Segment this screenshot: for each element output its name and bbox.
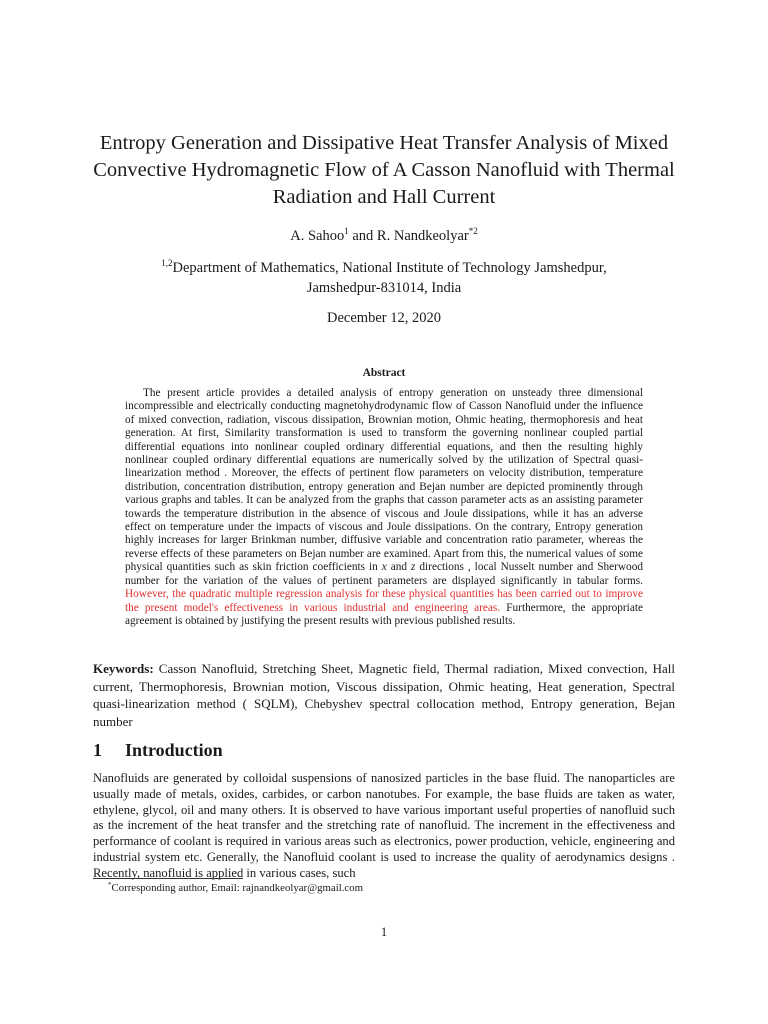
keywords bbox=[93, 660, 675, 730]
author-superscript: *2 bbox=[468, 226, 478, 236]
author-conjunction: and bbox=[352, 228, 374, 244]
affiliation-line-1 bbox=[100, 253, 668, 278]
page-number: 1 bbox=[380, 925, 388, 939]
section-title: Introduction bbox=[125, 740, 223, 760]
abstract-text: and bbox=[390, 561, 408, 574]
keywords-label: Keywords: bbox=[93, 661, 154, 676]
footnote-divider bbox=[93, 878, 243, 879]
author-name: A. Sahoo bbox=[290, 228, 345, 244]
section-heading bbox=[93, 740, 223, 761]
abstract-body bbox=[125, 387, 643, 628]
author-line bbox=[0, 226, 768, 245]
affiliation bbox=[100, 253, 668, 298]
math-variable: z bbox=[411, 561, 416, 574]
author-superscript: 1 bbox=[344, 226, 349, 236]
abstract-text: The present article provides a detailed analysis of entropy generation on unsteady three dimensional incompressible and electrically conducting magnetohydrodynamic flow of Casson Nanofluid under the influence of mixed convection, radiation, viscous dissipation, Brownian motion, Ohmic heating, thermophoresis and heat generation. At first, Similarity transformation is used to transform the governing nonlinear coupled partial differential equations into nonlinear coupled ordinary differential equations, and then the resulting highly nonlinear coupled ordinary differential equations are numerically solved by the utilization of Spectral quasi-linearization method . Moreover, the effects of pertinent flow parameters on velocity distribution, temperature distribution, concentration distribution, entropy generation and Bejan number are depicted prominently through various graphs and tables. It can be analyzed from the graphs that casson parameter acts as an assisting parameter towards the temperature distribution in the absence of viscous and Joule dissipations, while it has an adverse effect on temperature under the impacts of viscous and Joule dissipations. On the contrary, Entropy generation highly increases for larger Brinkman number, diffusive variable and concentration ratio parameter, whereas the reverse effects of these parameters on Bejan number are examined. Apart from this, the numerical values of some physical quantities such as skin friction coefficients in bbox=[125, 387, 643, 574]
paper-date: December 12, 2020 bbox=[327, 310, 441, 326]
paper-title: Entropy Generation and Dissipative Heat Transfer Analysis of Mixed Convective Hydromagnetic Flow of A Casson Nanofluid with Thermal Radiation and Hall Current bbox=[93, 132, 675, 208]
footnote bbox=[108, 881, 363, 894]
abstract-text: Furthermore, the appropriate agreement is obtained by justifying the present results with previous published results. bbox=[125, 601, 643, 627]
affiliation-superscript: 1,2 bbox=[161, 258, 173, 268]
abstract-heading: Abstract bbox=[362, 367, 406, 379]
affiliation-line-2: Jamshedpur-831014, India bbox=[306, 280, 462, 296]
highlighted-revision-text: However, the quadratic multiple regression analysis for these physical quantities has been carried out to improve the present model's effectiveness in various industrial and engineering areas. bbox=[125, 588, 643, 614]
footnote-text: Corresponding author, Email: rajnandkeolyar@gmail.com bbox=[111, 882, 363, 894]
author-name: R. Nandkeolyar bbox=[376, 228, 469, 244]
introduction-paragraph: Nanofluids are generated by colloidal suspensions of nanosized particles in the base fluid. The nanoparticles are usually made of metals, oxides, carbides, or carbon nanotubes. For example, the base fluids are taken as water, ethylene, glycol, oil and many others. It is observed to have various important useful properties of nanofluid such as the increment of the heat transfer and the stretching rate of nanofluid. The increment in the effectiveness and performance of coolant is required in various areas such as electronics, power production, vehicle, engineering and industrial system etc. Generally, the Nanofluid coolant is used to increase the quality of aerodynamics designs . Recently, nanofluid is applied in various cases, such bbox=[93, 771, 675, 880]
abstract-text: directions , local Nusselt number and Sherwood number for the variation of the values of pertinent parameters are displayed significantly in tabular forms. bbox=[125, 561, 644, 587]
section-number: 1 bbox=[93, 740, 102, 760]
math-variable: x bbox=[381, 561, 387, 574]
footnote-mark: * bbox=[108, 881, 112, 889]
affiliation-text: Department of Mathematics, National Institute of Technology Jamshedpur, bbox=[172, 260, 607, 276]
keywords-list: Casson Nanofluid, Stretching Sheet, Magnetic field, Thermal radiation, Mixed convection, Hall current, Thermophoresis, Brownian motion, Viscous dissipation, Ohmic heating, Heat generation, Spectral quasi-linearization method ( SQLM), Chebyshev spectral collocation method, Entropy generation, Bejan number bbox=[93, 661, 675, 729]
